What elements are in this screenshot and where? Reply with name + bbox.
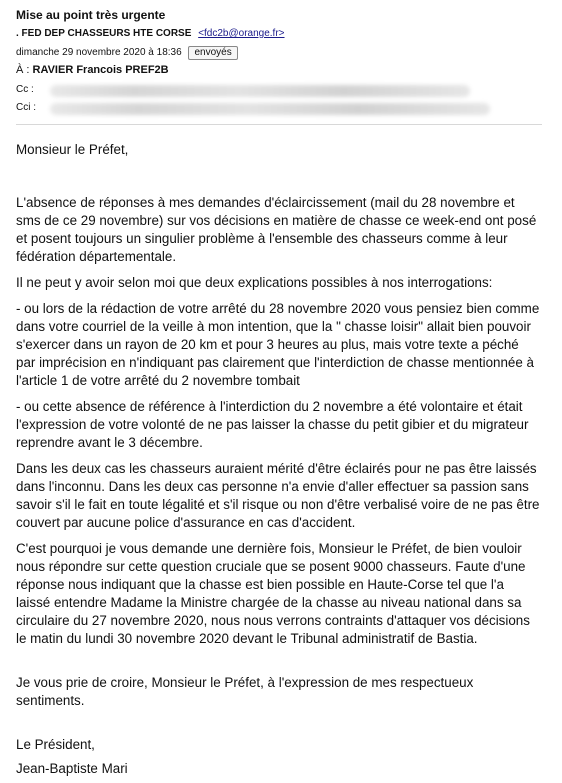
closing-paragraph: Je vous prie de croire, Monsieur le Préfet, à l'expression de mes respectueux sentiments. (16, 675, 474, 708)
body-paragraph-1: L'absence de réponses à mes demandes d'éclaircissement (mail du 28 novembre et sms de ce 29 novembre) sur vos décisions en matière de chasse ce week-end ont posé et posent toujours un singulier problème à l'ensemble des chasseurs comme à leur fédération départementale. (16, 195, 537, 264)
body-paragraph-6: C'est pourquoi je vous demande une dernière fois, Monsieur le Préfet, de bien vouloir nous répondre sur cette question cruciale que se posent 9000 chasseurs. Faute d'une réponse nous indiquant que la chasse est bien possible en Haute-Corse tel que l'a laissé entendre Madame la Ministre chargée de la chasse au niveau national dans sa circulaire du 27 novembre 2020, nous nous verrons contraints d'attaquer vos décisions le matin du lundi 30 novembre 2020 devant le Tribunal administratif de Bastia. (16, 541, 530, 646)
sender-email-link[interactable]: <fdc2b@orange.fr> (198, 28, 285, 39)
sender-row (16, 28, 285, 39)
recipient-row (16, 64, 169, 76)
to-label: À : (16, 64, 30, 76)
salutation: Monsieur le Préfet, (16, 142, 129, 157)
email-subject: Mise au point très urgente (16, 8, 166, 22)
body-paragraph-3: - ou lors de la rédaction de votre arrêté du 28 novembre 2020 vous pensiez bien comme dans votre courriel de la veille à mon intention, que la " chasse loisir" allait bien pouvoir s'exercer dans un rayon de 20 km et pour 3 heures au plus, mais votre texte a péché par imprécision en n'indiquant pas clairement que l'interdiction de chasse mentionnée à l'article 1 de votre arrêté du 2 novembre tombait (16, 301, 540, 388)
bcc-redacted-blur (50, 103, 490, 115)
body-paragraph-5: Dans les deux cas les chasseurs auraient mérité d'être éclairés pour ne pas être laissés dans l'inconnu. Dans les deux cas personne n'a envie d'aller effectuer sa passion sans savoir s'il le fait en toute légalité et s'il risque ou non d'être verbalisé voire de ne pas être couvert par aucune police d'assurance en cas d'accident. (16, 461, 540, 530)
cc-redacted-blur (50, 85, 470, 97)
signature-name: Jean-Baptiste Mari (16, 761, 128, 776)
sender-name: . FED DEP CHASSEURS HTE CORSE (16, 28, 192, 39)
email-body (16, 141, 541, 778)
bcc-row (16, 102, 36, 113)
date-row (16, 46, 238, 60)
recipient-name[interactable]: RAVIER Francois PREF2B (32, 64, 169, 76)
mailbox-status-badge[interactable]: envoyés (188, 46, 237, 60)
cc-row (16, 84, 34, 95)
body-paragraph-2: Il ne peut y avoir selon moi que deux explications possibles à nos interrogations: (16, 275, 493, 290)
sent-date: dimanche 29 novembre 2020 à 18:36 (16, 47, 182, 58)
bcc-label: Cci : (16, 102, 36, 113)
header-divider (16, 124, 542, 125)
signature-title: Le Président, (16, 737, 95, 752)
cc-label: Cc : (16, 84, 34, 95)
body-paragraph-4: - ou cette absence de référence à l'interdiction du 2 novembre a été volontaire et était l'expression de votre volonté de ne pas laisser la chasse du petit gibier et du migrateur reprendre avant le 3 décembre. (16, 399, 529, 450)
